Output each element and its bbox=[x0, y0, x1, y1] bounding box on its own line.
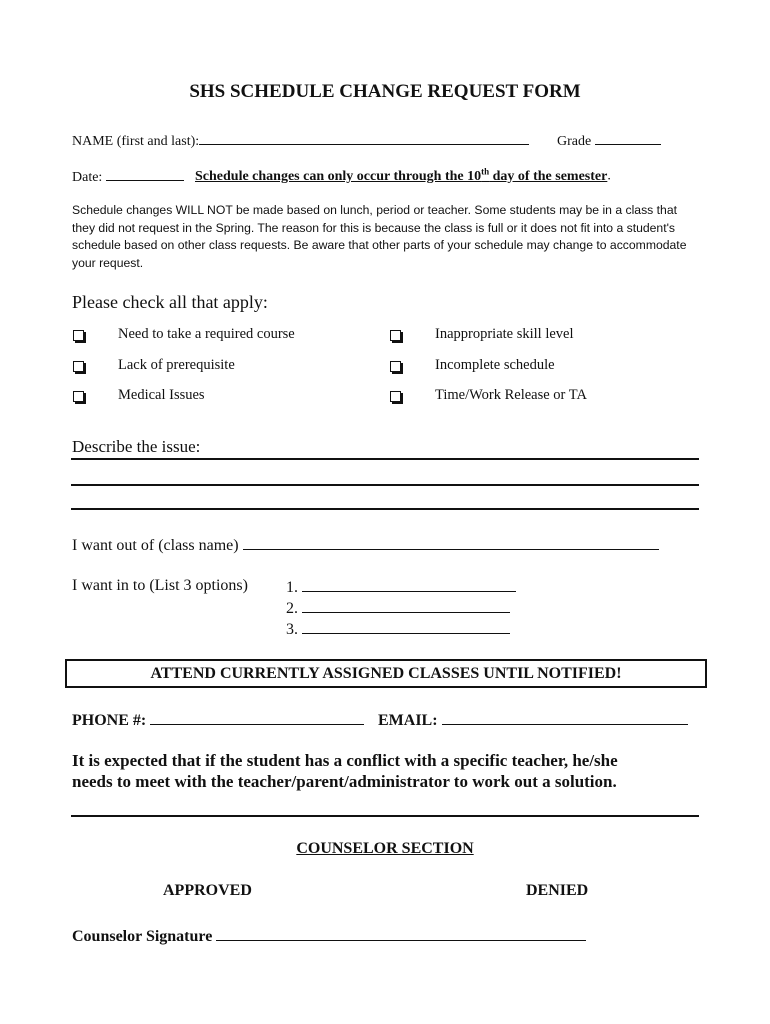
check-heading: Please check all that apply: bbox=[72, 292, 268, 312]
name-field[interactable] bbox=[199, 130, 529, 145]
deadline-period: . bbox=[607, 168, 611, 184]
want-out-row bbox=[72, 535, 659, 555]
grade-row bbox=[557, 130, 661, 150]
phone-label: PHONE #: bbox=[72, 712, 147, 729]
signature-row bbox=[72, 926, 586, 946]
checkbox-medical[interactable] bbox=[73, 389, 84, 407]
signature-label: Counselor Signature bbox=[72, 928, 213, 945]
option-skill-level: Inappropriate skill level bbox=[435, 326, 574, 342]
section-divider bbox=[71, 815, 699, 817]
date-row bbox=[72, 166, 184, 186]
option-prerequisite: Lack of prerequisite bbox=[118, 357, 235, 373]
email-label: EMAIL: bbox=[378, 712, 438, 729]
conflict-line-2: needs to meet with the teacher/parent/administrator to work out a solution. bbox=[72, 772, 617, 791]
counselor-heading: COUNSELOR SECTION bbox=[296, 840, 474, 857]
checkbox-skill-level[interactable] bbox=[390, 328, 401, 346]
email-field[interactable] bbox=[442, 710, 688, 725]
option-time-work: Time/Work Release or TA bbox=[435, 387, 587, 403]
attend-banner: ATTEND CURRENTLY ASSIGNED CLASSES UNTIL NOTIFIED! bbox=[65, 659, 707, 688]
form-title: SHS SCHEDULE CHANGE REQUEST FORM bbox=[189, 81, 581, 102]
denied-label[interactable]: DENIED bbox=[526, 882, 589, 899]
deadline-notice bbox=[195, 166, 611, 185]
checkbox-incomplete[interactable] bbox=[390, 359, 401, 377]
email-row bbox=[378, 710, 688, 730]
checkbox-prerequisite[interactable] bbox=[73, 359, 84, 377]
date-label: Date: bbox=[72, 170, 103, 185]
option-2-field[interactable] bbox=[302, 598, 510, 613]
name-label: NAME (first and last): bbox=[72, 134, 200, 149]
describe-line-1[interactable] bbox=[71, 458, 699, 460]
policy-notice: Schedule changes WILL NOT be made based on lunch, period or teacher. Some students may be in a class that they did not request in the Spring. The reason for this is because the class is full or it does not fit into a student's schedule based on other class requests. Be aware that other parts of your schedule may change to accommodate your request. bbox=[72, 203, 687, 270]
want-in-option-1 bbox=[286, 577, 516, 597]
option-required-course: Need to take a required course bbox=[118, 326, 295, 342]
name-row bbox=[72, 130, 529, 150]
deadline-text-post: day of the semester bbox=[489, 168, 608, 184]
option-medical: Medical Issues bbox=[118, 387, 205, 403]
date-field[interactable] bbox=[106, 166, 184, 181]
grade-field[interactable] bbox=[595, 130, 661, 145]
deadline-text-pre: Schedule changes can only occur through the 10 bbox=[195, 168, 482, 184]
want-in-label: I want in to (List 3 options) bbox=[72, 577, 248, 594]
describe-label: Describe the issue: bbox=[72, 437, 201, 456]
want-out-field[interactable] bbox=[243, 535, 659, 550]
signature-field[interactable] bbox=[216, 926, 586, 941]
phone-field[interactable] bbox=[150, 710, 364, 725]
approved-label[interactable]: APPROVED bbox=[163, 882, 252, 899]
option-number-1: 1. bbox=[286, 579, 298, 596]
want-in-option-2 bbox=[286, 598, 510, 618]
option-3-field[interactable] bbox=[302, 619, 510, 634]
describe-line-3[interactable] bbox=[71, 508, 699, 510]
option-incomplete: Incomplete schedule bbox=[435, 357, 555, 373]
conflict-line-1: It is expected that if the student has a conflict with a specific teacher, he/she bbox=[72, 751, 618, 770]
option-number-3: 3. bbox=[286, 621, 298, 638]
checkbox-required-course[interactable] bbox=[73, 328, 84, 346]
describe-line-2[interactable] bbox=[71, 484, 699, 486]
checkbox-time-work[interactable] bbox=[390, 389, 401, 407]
option-1-field[interactable] bbox=[302, 577, 516, 592]
grade-label: Grade bbox=[557, 134, 592, 149]
option-number-2: 2. bbox=[286, 600, 298, 617]
phone-row bbox=[72, 710, 364, 730]
want-out-label: I want out of (class name) bbox=[72, 537, 239, 554]
want-in-option-3 bbox=[286, 619, 510, 639]
deadline-sup: th bbox=[481, 166, 490, 176]
